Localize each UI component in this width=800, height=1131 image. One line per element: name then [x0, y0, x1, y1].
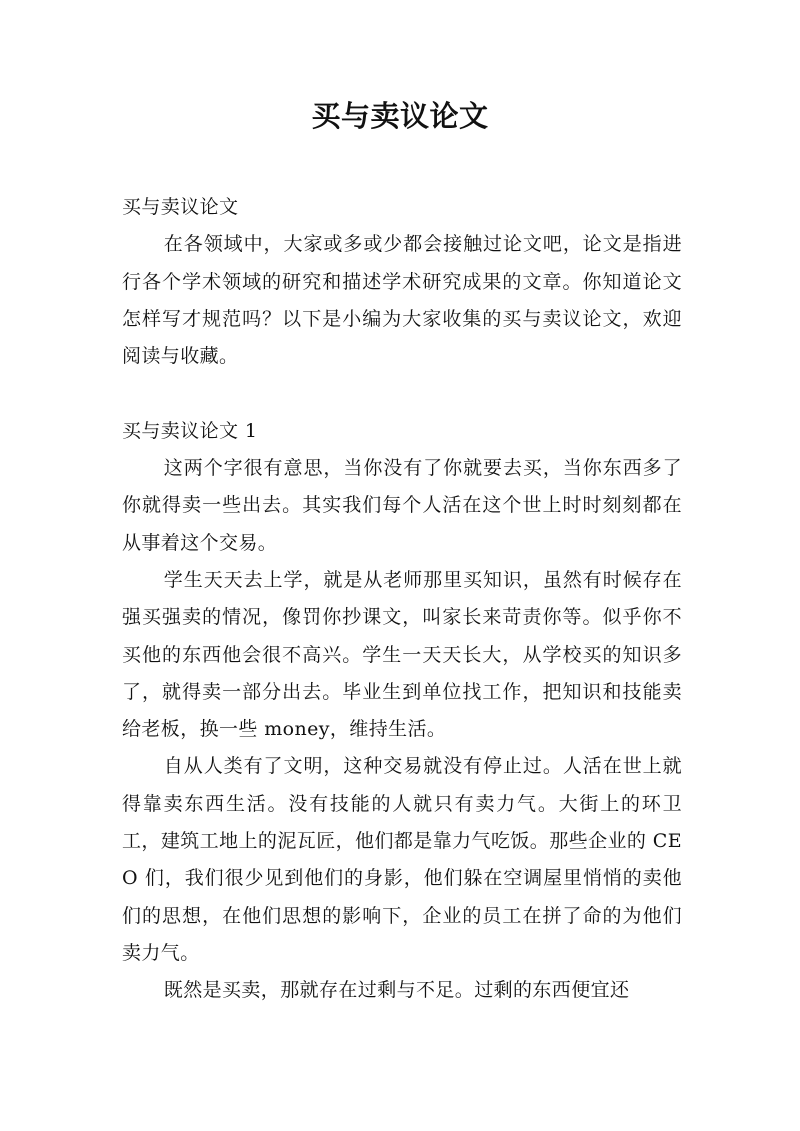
intro-paragraph: 在各领域中，大家或多或少都会接触过论文吧，论文是指进行各个学术领域的研究和描述学术研究成果的文章。你知道论文怎样写才规范吗？以下是小编为大家收集的买与卖议论文，欢迎阅读与收藏。	[122, 233, 682, 368]
intro-heading: 买与卖议论文	[122, 196, 239, 218]
section-heading: 买与卖议论文 1	[122, 419, 258, 442]
body-paragraph-1: 这两个字很有意思，当你没有了你就要去买，当你东西多了你就得卖一些出去。其实我们每个人活在这个世上时时刻刻都在从事着这个交易。	[122, 457, 682, 554]
body-paragraph-3: 自从人类有了文明，这种交易就没有停止过。人活在世上就得靠卖东西生活。没有技能的人就只有卖力气。大街上的环卫工，建筑工地上的泥瓦匠，他们都是靠力气吃饭。那些企业的 CEO 们，我们很少见到他们的身影，他们躲在空调屋里悄悄的卖他们的思想，在他们思想的影响下，企业的员工在拼了命的为他们卖力气。	[122, 755, 682, 964]
body-paragraph-2: 学生天天去上学，就是从老师那里买知识，虽然有时候存在强买强卖的情况，像罚你抄课文，叫家长来苛责你等。似乎你不买他的东西他会很不高兴。学生一天天长大，从学校买的知识多了，就得卖一部分出去。毕业生到单位找工作，把知识和技能卖给老板，换一些 money，维持生活。	[122, 568, 682, 741]
paragraph-spacer	[122, 375, 682, 412]
document-body	[122, 189, 682, 1010]
body-paragraph-4: 既然是买卖，那就存在过剩与不足。过剩的东西便宜还	[163, 979, 630, 1002]
document-title: 买与卖议论文	[311, 99, 489, 133]
